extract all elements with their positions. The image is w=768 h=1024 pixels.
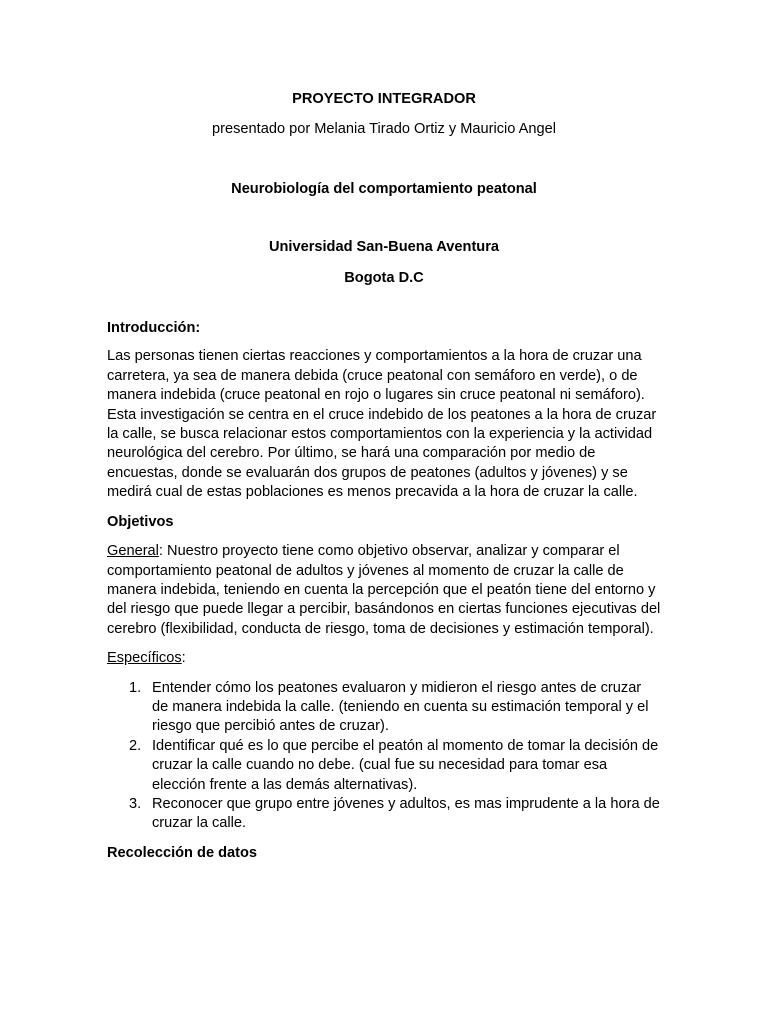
specific-objectives-heading [107, 649, 661, 668]
list-item [107, 679, 661, 737]
general-text: : Nuestro proyecto tiene como objetivo observar, analizar y comparar el comportamiento peatonal de adultos y jóvenes al momento de cruzar la calle de manera indebida, teniendo en cuenta la percepción que el peatón tiene del entorno y del riesgo que puede llegar a percibir, basándonos en ciertas funciones ejecutivas del cerebro (flexibilidad, conducta de riesgo, toma de decisiones y estimación temporal). [107, 543, 661, 637]
general-objective [107, 542, 661, 639]
document-authors: presentado por Melania Tirado Ortiz y Mauricio Angel [212, 121, 556, 138]
list-item-number: 1. [129, 679, 142, 696]
city-name: Bogota D.C [344, 269, 424, 286]
list-item-text: Entender cómo los peatones evaluaron y midieron el riesgo antes de cruzar de manera indebida la calle. (teniendo en cuenta su estimación temporal y el riesgo que percibió antes de cruzar). [152, 679, 649, 735]
specific-label: Específicos [107, 650, 182, 667]
data-collection-heading: Recolección de datos [107, 844, 258, 861]
specific-colon: : [181, 650, 186, 667]
document-title: PROYECTO INTEGRADOR [292, 91, 476, 107]
objectives-heading: Objetivos [107, 513, 174, 530]
specific-objectives-list [107, 679, 661, 834]
list-item-text: Reconocer que grupo entre jóvenes y adultos, es mas imprudente a la hora de cruzar la calle. [152, 795, 660, 832]
list-item-number: 2. [129, 737, 142, 754]
general-label: General [107, 543, 159, 560]
university-name: Universidad San-Buena Aventura [268, 239, 500, 256]
list-item-number: 3. [129, 795, 142, 812]
list-item [107, 795, 661, 834]
list-item-text: Identificar qué es lo que percibe el peatón al momento de tomar la decisión de cruzar la calle cuando no debe. (cual fue su necesidad para tomar esa elección frente a las demás alternativas). [152, 737, 659, 793]
document-subject: Neurobiología del comportamiento peatonal [231, 180, 537, 197]
intro-heading: Introducción: [107, 320, 201, 337]
list-item [107, 737, 661, 795]
intro-paragraph: Las personas tienen ciertas reacciones y comportamientos a la hora de cruzar una carretera, ya sea de manera debida (cruce peatonal con semáforo en verde), o de manera indebida (cruce peatonal en rojo o lugares sin cruce peatonal ni semáforo). Esta investigación se centra en el cruce indebido de los peatones a la hora de cruzar la calle, se busca relacionar estos comportamientos con la experiencia y la actividad neurológica del cerebro. Por último, se hará una comparación por medio de encuestas, donde se evaluarán dos grupos de peatones (adultos y jóvenes) y se medirá cual de estas poblaciones es menos precavida a la hora de cruzar la calle. [107, 348, 657, 501]
